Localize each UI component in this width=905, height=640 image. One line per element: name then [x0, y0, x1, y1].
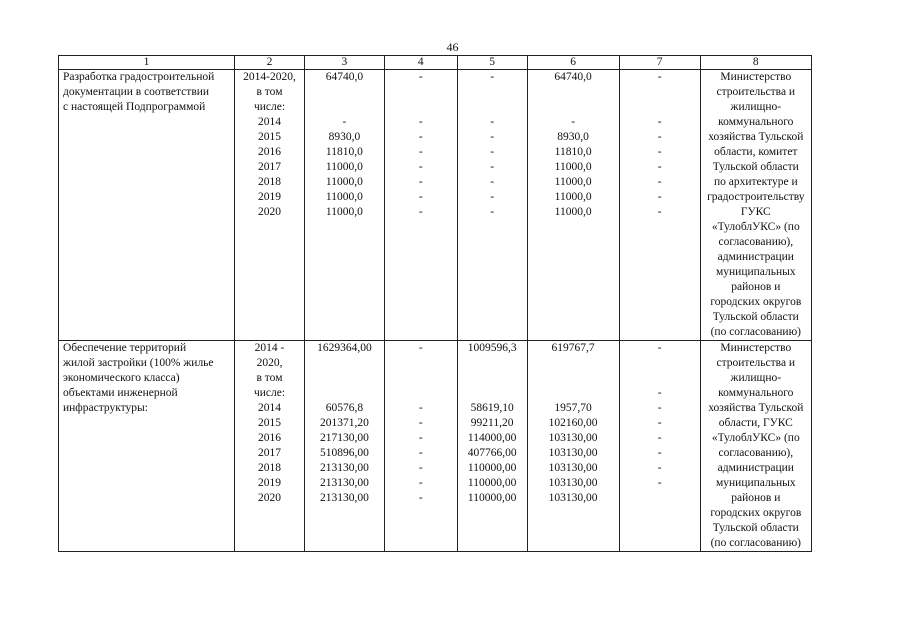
regional-funding-line: -: [490, 191, 495, 203]
executor-line: городских округов: [710, 296, 802, 308]
other-funding-line: -: [657, 191, 662, 203]
federal-funding-line: -: [418, 492, 423, 504]
local-funding-line: 8930,0: [557, 131, 589, 143]
regional-funding-line: [460, 386, 525, 401]
federal-funding-line: -: [418, 176, 423, 188]
description-cell: [59, 341, 235, 552]
header-col-4: 4: [384, 56, 457, 70]
regional-funding-line: [460, 356, 525, 371]
total-funding-line: [307, 371, 382, 386]
federal-funding-line: -: [418, 402, 423, 414]
header-col-7: 7: [619, 56, 700, 70]
other-funding-line: -: [657, 447, 662, 459]
executor-line: коммунального: [718, 387, 794, 399]
total-funding-line: 213130,00: [319, 477, 369, 489]
description-line: жилой застройки (100% жилье: [63, 357, 214, 369]
local-funding-line: -: [571, 116, 576, 128]
regional-funding-line: 110000,00: [467, 462, 517, 474]
header-col-8: 8: [700, 56, 811, 70]
executor-cell: [700, 341, 811, 552]
period-line: в том: [256, 86, 283, 98]
regional-funding-line: 407766,00: [467, 447, 517, 459]
period-line: 2015: [258, 131, 281, 143]
executor-line: Министерство: [720, 71, 792, 83]
other-funding-line: -: [657, 462, 662, 474]
executor-line: области, ГУКС: [718, 417, 793, 429]
other-funding-line: -: [657, 176, 662, 188]
period-line: 2019: [258, 191, 281, 203]
local-funding-cell: [527, 70, 619, 341]
total-funding-line: 11000,0: [325, 191, 363, 203]
executor-line: (по согласованию): [710, 537, 801, 549]
regional-funding-line: 58619,10: [470, 402, 514, 414]
description-line: с настоящей Подпрограммой: [63, 101, 206, 113]
other-funding-cell: [619, 70, 700, 341]
other-funding-line: -: [657, 116, 662, 128]
local-funding-line: 103130,00: [548, 462, 598, 474]
total-funding-line: 201371,20: [319, 417, 369, 429]
local-funding-line: 103130,00: [548, 492, 598, 504]
regional-funding-line: [460, 371, 525, 386]
executor-line: муниципальных: [715, 266, 796, 278]
executor-line: районов и: [731, 281, 781, 293]
period-line: 2018: [258, 462, 281, 474]
federal-funding-line: -: [418, 432, 423, 444]
period-line: 2014-2020,: [243, 71, 296, 83]
local-funding-line: 103130,00: [548, 477, 598, 489]
executor-line: согласованию),: [718, 447, 794, 459]
local-funding-line: 64740,0: [554, 71, 592, 83]
other-funding-line: -: [657, 402, 662, 414]
period-line: 2016: [258, 432, 281, 444]
total-funding-line: 510896,00: [319, 447, 369, 459]
period-line: 2017: [258, 161, 281, 173]
local-funding-line: 11810,0: [554, 146, 592, 158]
executor-line: Тульской области: [712, 311, 799, 323]
regional-funding-line: -: [490, 71, 495, 83]
federal-funding-line: [387, 85, 455, 100]
regional-funding-line: [460, 85, 525, 100]
total-funding-line: -: [342, 116, 347, 128]
total-funding-line: 60576,8: [325, 402, 364, 414]
description-line: Обеспечение территорий: [63, 342, 187, 354]
executor-line: Министерство: [720, 342, 792, 354]
total-funding-line: 11000,0: [325, 176, 363, 188]
other-funding-line: -: [657, 432, 662, 444]
regional-funding-line: [460, 100, 525, 115]
other-funding-line: [622, 491, 698, 506]
other-funding-line: -: [657, 71, 662, 83]
period-line: 2020: [258, 206, 281, 218]
other-funding-line: -: [657, 146, 662, 158]
executor-line: области, комитет: [714, 146, 798, 158]
regional-funding-line: -: [490, 146, 495, 158]
period-line: 2017: [258, 447, 281, 459]
total-funding-line: [307, 100, 382, 115]
total-funding-line: 11000,0: [325, 161, 363, 173]
period-line: 2016: [258, 146, 281, 158]
period-cell: [235, 70, 305, 341]
executor-line: жилищно-: [730, 101, 782, 113]
executor-line: «ТулоблУКС» (по: [711, 221, 800, 233]
other-funding-cell: [619, 341, 700, 552]
total-funding-cell: [304, 341, 384, 552]
federal-funding-line: -: [418, 131, 423, 143]
local-funding-line: 11000,0: [554, 161, 592, 173]
total-funding-line: 64740,0: [325, 71, 364, 83]
other-funding-line: -: [657, 161, 662, 173]
description-line: объектами инженерной: [63, 387, 178, 399]
period-line: 2014 -: [254, 342, 285, 354]
other-funding-line: -: [657, 131, 662, 143]
regional-funding-line: -: [490, 161, 495, 173]
local-funding-line: [530, 386, 617, 401]
period-line: 2014: [258, 116, 281, 128]
description-line: экономического класса): [63, 372, 180, 384]
executor-line: районов и: [731, 492, 781, 504]
table-row: [59, 70, 812, 341]
other-funding-line: -: [657, 477, 662, 489]
description-cell: [59, 70, 235, 341]
regional-funding-cell: [457, 341, 527, 552]
total-funding-line: 1629364,00: [317, 342, 372, 354]
other-funding-line: [622, 85, 698, 100]
federal-funding-line: -: [418, 146, 423, 158]
period-line: числе:: [253, 101, 286, 113]
regional-funding-line: 1009596,3: [467, 342, 517, 354]
description-line: документации в соответствии: [63, 86, 210, 98]
other-funding-line: -: [657, 387, 662, 399]
executor-line: (по согласованию): [710, 326, 801, 338]
federal-funding-line: -: [418, 206, 423, 218]
local-funding-line: [530, 85, 617, 100]
federal-funding-line: -: [418, 116, 423, 128]
other-funding-line: [622, 356, 698, 371]
executor-line: жилищно-: [730, 372, 782, 384]
local-funding-cell: [527, 341, 619, 552]
total-funding-cell: [304, 70, 384, 341]
federal-funding-cell: [384, 341, 457, 552]
local-funding-line: [530, 100, 617, 115]
local-funding-line: 103130,00: [548, 432, 598, 444]
other-funding-line: -: [657, 342, 662, 354]
executor-line: муниципальных: [715, 477, 796, 489]
local-funding-line: 1957,70: [554, 402, 592, 414]
period-line: 2014: [258, 402, 281, 414]
period-line: 2020,: [256, 357, 283, 369]
local-funding-line: 619767,7: [551, 342, 595, 354]
other-funding-line: [622, 100, 698, 115]
period-line: 2020: [258, 492, 281, 504]
executor-line: хозяйства Тульской: [708, 402, 804, 414]
total-funding-line: [307, 356, 382, 371]
other-funding-line: -: [657, 206, 662, 218]
regional-funding-line: 110000,00: [467, 492, 517, 504]
local-funding-line: 11000,0: [554, 191, 592, 203]
other-funding-line: -: [657, 417, 662, 429]
header-col-5: 5: [457, 56, 527, 70]
total-funding-line: 217130,00: [319, 432, 369, 444]
period-line: 2018: [258, 176, 281, 188]
header-row: [59, 56, 812, 70]
executor-line: администрации: [717, 462, 794, 474]
other-funding-line: [622, 371, 698, 386]
program-table: [58, 55, 812, 552]
total-funding-line: [307, 85, 382, 100]
regional-funding-line: -: [490, 116, 495, 128]
executor-cell: [700, 70, 811, 341]
executor-line: городских округов: [710, 507, 802, 519]
federal-funding-line: -: [418, 417, 423, 429]
local-funding-line: [530, 371, 617, 386]
federal-funding-line: -: [418, 477, 423, 489]
regional-funding-line: 114000,00: [467, 432, 517, 444]
regional-funding-line: 110000,00: [467, 477, 517, 489]
executor-line: хозяйства Тульской: [708, 131, 804, 143]
executor-line: согласованию),: [718, 236, 794, 248]
period-line: числе:: [253, 387, 286, 399]
regional-funding-line: 99211,20: [470, 417, 514, 429]
description-line: Разработка градостроительной: [63, 71, 215, 83]
federal-funding-line: -: [418, 71, 423, 83]
total-funding-line: [307, 386, 382, 401]
executor-line: «ТулоблУКС» (по: [711, 432, 800, 444]
federal-funding-line: -: [418, 342, 423, 354]
federal-funding-line: -: [418, 191, 423, 203]
header-col-1: 1: [59, 56, 235, 70]
executor-line: градостроительству: [707, 191, 805, 203]
header-col-2: 2: [235, 56, 305, 70]
federal-funding-line: -: [418, 447, 423, 459]
total-funding-line: 213130,00: [319, 462, 369, 474]
total-funding-line: 213130,00: [319, 492, 369, 504]
total-funding-line: 11810,0: [325, 146, 363, 158]
executor-line: Тульской области: [712, 522, 799, 534]
executor-line: коммунального: [718, 116, 794, 128]
page-number: 46: [446, 40, 459, 54]
total-funding-line: 11000,0: [325, 206, 363, 218]
federal-funding-line: [387, 356, 455, 371]
executor-line: ГУКС: [740, 206, 771, 218]
federal-funding-line: -: [418, 161, 423, 173]
executor-line: администрации: [717, 251, 794, 263]
header-col-6: 6: [527, 56, 619, 70]
federal-funding-line: [387, 371, 455, 386]
period-line: 2019: [258, 477, 281, 489]
local-funding-line: [530, 356, 617, 371]
description-line: инфраструктуры:: [63, 402, 148, 414]
executor-line: по архитектуре и: [713, 176, 798, 188]
regional-funding-line: -: [490, 131, 495, 143]
period-line: 2015: [258, 417, 281, 429]
executor-line: строительства и: [716, 357, 796, 369]
local-funding-line: 11000,0: [554, 206, 592, 218]
total-funding-line: 8930,0: [328, 131, 361, 143]
regional-funding-line: -: [490, 176, 495, 188]
period-line: в том: [256, 372, 283, 384]
header-col-3: 3: [304, 56, 384, 70]
local-funding-line: 11000,0: [554, 176, 592, 188]
local-funding-line: 102160,00: [548, 417, 598, 429]
federal-funding-line: [387, 386, 455, 401]
table-row: [59, 341, 812, 552]
federal-funding-line: [387, 100, 455, 115]
executor-line: строительства и: [716, 86, 796, 98]
federal-funding-line: -: [418, 462, 423, 474]
federal-funding-cell: [384, 70, 457, 341]
period-cell: [235, 341, 305, 552]
regional-funding-cell: [457, 70, 527, 341]
regional-funding-line: -: [490, 206, 495, 218]
executor-line: Тульской области: [712, 161, 799, 173]
local-funding-line: 103130,00: [548, 447, 598, 459]
